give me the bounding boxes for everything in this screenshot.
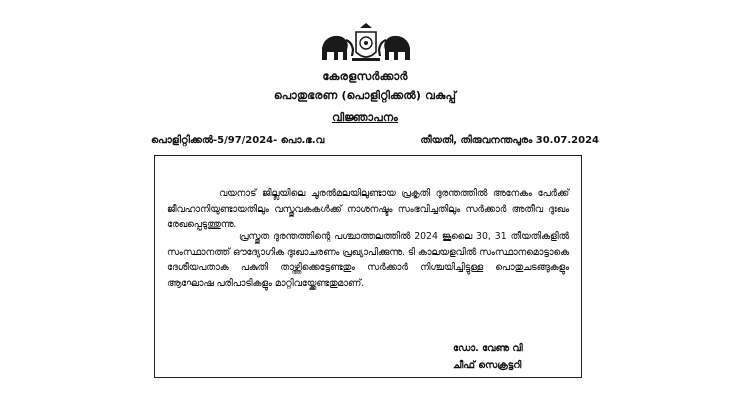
paragraph-1: വയനാട് ജില്ലയിലെ ചൂരൽമലയിലുണ്ടായ പ്രകൃതി ദുരന്തത്തിൽ അനേകം പേർക്ക് ജീവഹാനിയുണ്ടായതിലും വസ്തുവകകൾക്ക് നാശനഷ്ടം സംഭവിച്ചതിലും സർക്കാർ അതീവ ദുഃഖം രേഖപ്പെടുത്തുന്നു. bbox=[167, 188, 569, 230]
notification-box bbox=[154, 155, 582, 378]
signatory-name: ഡോ. വേണു വി bbox=[453, 343, 523, 354]
kerala-emblem-icon bbox=[316, 22, 416, 64]
signatory-designation: ചീഫ് സെക്രട്ടറി bbox=[453, 360, 522, 371]
reference-number: പൊളിറ്റിക്കൽ-5/97/2024- പൊ.ഭ.വ bbox=[151, 135, 325, 146]
paragraph-2: പ്രസ്തുത ദുരന്തത്തിന്റെ പശ്ചാത്തലത്തിൽ 2024 ജൂലൈ 30, 31 തീയതികളിൽ സംസ്ഥാനത്ത് ഔദ്യോഗിക ദുഃഖാചരണം പ്രഖ്യാപിക്കുന്നു. ടി കാലയളവിൽ സംസ്ഥാനമൊട്ടാകെ ദേശീയപതാക പകുതി താഴ്ത്തിക്കെട്ടേണ്ടതും സർക്കാർ നിശ്ചയിച്ചിട്ടുള്ള പൊതുചടങ്ങുകളും ആഘോഷ പരിപാടികളും മാറ്റിവയ്ക്കേണ്ടതുമാണ്. bbox=[167, 231, 569, 289]
reference-date: തീയതി, തിരുവനന്തപുരം 30.07.2024 bbox=[420, 135, 599, 146]
department-name: പൊതുഭരണ (പൊളിറ്റിക്കൽ) വകുപ്പ് bbox=[273, 89, 457, 102]
government-title: കേരളസർക്കാർ bbox=[322, 69, 408, 83]
notice-title: വിജ്ഞാപനം bbox=[332, 111, 398, 124]
